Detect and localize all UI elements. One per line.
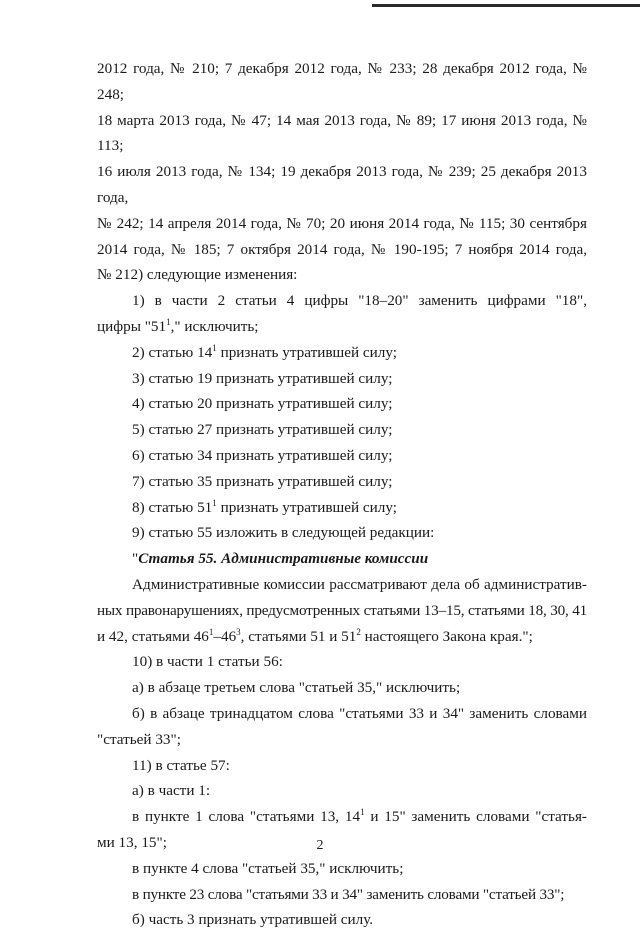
- point-4: в пункте 4 слова "статьей 35," исключить;: [132, 859, 404, 877]
- list-item-7: 7) статью 35 признать утратившей силу;: [132, 472, 393, 490]
- sub-item-10a: а) в абзаце третьем слова "статьей 35," исключить;: [132, 679, 461, 697]
- article-text-line: ных правонарушениях, предусмотренных статьями 13–15, статьями 18, 30, 41: [97, 601, 587, 619]
- point-23: в пункте 23 слова "статьями 33 и 34" заменить словами "статьей 33";: [132, 885, 565, 903]
- text-line: 18 марта 2013 года, № 47; 14 мая 2013 года, № 89; 17 июня 2013 года, № 113;: [97, 111, 587, 155]
- sub-item-11b: б) часть 3 признать утратившей силу.: [132, 911, 374, 929]
- text-line: 2014 года, № 185; 7 октября 2014 года, № 190-195; 7 ноября 2014 года,: [97, 240, 587, 258]
- point-1: в пункте 1 слова "статьями 13, $14^1$ и 15" заменить словами "статья-: [132, 807, 587, 826]
- sub-item-10b: б) в абзаце тринадцатом слова "статьями 33 и 34" заменить словами: [132, 704, 587, 722]
- list-item-1-continued: цифры "$51^1$," исключить;: [97, 316, 259, 335]
- text-line: № 242; 14 апреля 2014 года, № 70; 20 июня 2014 года, № 115; 30 сентября: [97, 214, 587, 232]
- list-item-3: 3) статью 19 признать утратившей силу;: [132, 369, 393, 387]
- list-item-8: 8) статью $51^1$ признать утратившей силу;: [132, 497, 397, 516]
- page-number: 2: [316, 838, 324, 853]
- document-body: [97, 56, 587, 933]
- list-item-5: 5) статью 27 признать утратившей силу;: [132, 421, 393, 439]
- list-item-11: 11) в статье 57:: [132, 756, 230, 774]
- text-line: № 212) следующие изменения:: [97, 266, 298, 284]
- list-item-6: 6) статью 34 признать утратившей силу;: [132, 446, 393, 464]
- list-item-1: 1) в части 2 статьи 4 цифры "18–20" заменить цифрами "18",: [132, 292, 587, 310]
- sub-item-11a: а) в части 1:: [132, 782, 211, 800]
- scan-edge-line: [372, 4, 640, 7]
- point-1-continued: ми 13, 15";: [97, 833, 167, 851]
- text-line: 2012 года, № 210; 7 декабря 2012 года, № 233; 28 декабря 2012 года, № 248;: [97, 60, 587, 103]
- article-text-line: Административные комиссии рассматривают дела об административ-: [132, 575, 587, 593]
- sub-item-10b-continued: "статьей 33";: [97, 730, 181, 748]
- article-heading: "Статья 55. Административные комиссии: [132, 550, 429, 568]
- list-item-9: 9) статью 55 изложить в следующей редакции:: [132, 524, 435, 542]
- list-item-4: 4) статью 20 признать утратившей силу;: [132, 395, 393, 413]
- list-item-2: 2) статью $14^1$ признать утратившей силу;: [132, 342, 397, 361]
- article-text-line: и 42, статьями $46^1-46^3$, статьями 51 и $51^2$ настоящего Закона края.";: [97, 626, 533, 645]
- text-line: 16 июля 2013 года, № 134; 19 декабря 2013 года, № 239; 25 декабря 2013 года,: [97, 163, 587, 206]
- list-item-10: 10) в части 1 статьи 56:: [132, 653, 283, 671]
- article-title: Статья 55. Административные комиссии: [138, 550, 429, 568]
